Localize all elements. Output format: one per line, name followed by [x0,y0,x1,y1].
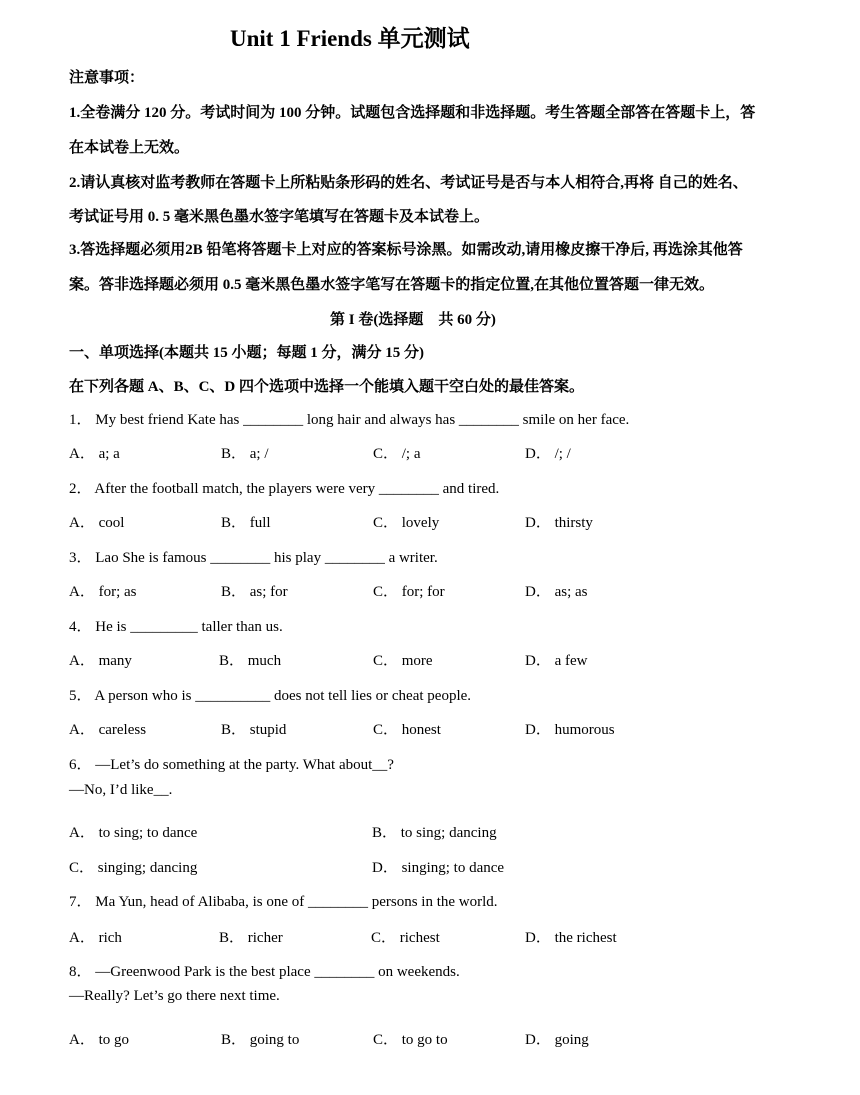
notice-line: 在本试卷上无效。 [69,140,190,156]
option-b: B． going to [221,1032,300,1048]
question-stem: 2． After the football match, the players were very ________ and tired. [69,481,500,497]
option-b: B． richer [219,930,283,946]
option-b: B． a; / [221,446,269,462]
option-d: D． singing; to dance [372,860,505,876]
notice-heading: 注意事项： [69,70,145,86]
option-c: C． singing; dancing [69,860,198,876]
option-c: C． richest [371,930,440,946]
option-a: A． a; a [69,446,120,462]
notice-line: 考试证号用 0. 5 毫米黑色墨水签字笔填写在答题卡及本试卷上。 [69,209,490,225]
notice-line: 案。答非选择题必须用 0.5 毫米黑色墨水签字笔写在答题卡的指定位置,在其他位置答题一律无效。 [69,277,715,293]
question-stem: 4． He is _________ taller than us. [69,619,283,635]
volume-title: 第 I 卷(选择题 共 60 分) [330,312,496,328]
option-d: D． the richest [525,930,617,946]
option-a: A． for; as [69,584,137,600]
option-d: D． thirsty [525,515,593,531]
option-d: D． a few [525,653,588,669]
option-d: D． humorous [525,722,615,738]
page-title: Unit 1 Friends 单元测试 [230,26,470,51]
option-a: A． to go [69,1032,130,1048]
option-a: A． cool [69,515,125,531]
question-stem-line2: —Really? Let’s go there next time. [69,988,280,1004]
option-b: B． much [219,653,282,669]
option-a: A． many [69,653,132,669]
option-b: B． as; for [221,584,288,600]
option-d: D． as; as [525,584,588,600]
question-stem: 5． A person who is __________ does not tell lies or cheat people. [69,688,472,704]
question-stem: 8． —Greenwood Park is the best place ________ on weekends. [69,964,460,980]
option-a: A． rich [69,930,122,946]
notice-line: 3.答选择题必须用2B 铅笔将答题卡上对应的答案标号涂黑。如需改动,请用橡皮擦干净后, 再选涂其他答 [69,242,743,258]
notice-line: 1.全卷满分 120 分。考试时间为 100 分钟。试题包含选择题和非选择题。考生答题全部答在答题卡上，答 [69,105,756,121]
question-stem-line2: —No, I’d like__. [69,782,173,798]
option-c: C． honest [373,722,441,738]
option-b: B． stupid [221,722,287,738]
option-b: B． to sing; dancing [372,825,497,841]
option-b: B． full [221,515,271,531]
option-d: D． going [525,1032,589,1048]
option-c: C． to go to [373,1032,448,1048]
option-c: C． for; for [373,584,445,600]
question-stem: 3． Lao She is famous ________ his play ________ a writer. [69,550,438,566]
question-stem: 6． —Let’s do something at the party. What about__? [69,757,394,773]
section-title: 一、单项选择(本题共 15 小题；每题 1 分，满分 15 分) [69,345,424,361]
question-stem: 1． My best friend Kate has ________ long hair and always has ________ smile on her face. [69,412,630,428]
option-a: A． to sing; to dance [69,825,198,841]
option-c: C． /; a [373,446,421,462]
question-stem: 7． Ma Yun, head of Alibaba, is one of ________ persons in the world. [69,894,498,910]
option-c: C． more [373,653,433,669]
option-a: A． careless [69,722,147,738]
notice-line: 2.请认真核对监考教师在答题卡上所粘贴条形码的姓名、考试证号是否与本人相符合,再将 自己的姓名、 [69,175,748,191]
option-c: C． lovely [373,515,440,531]
option-d: D． /; / [525,446,571,462]
instruction: 在下列各题 A、B、C、D 四个选项中选择一个能填入题干空白处的最佳答案。 [69,379,585,395]
